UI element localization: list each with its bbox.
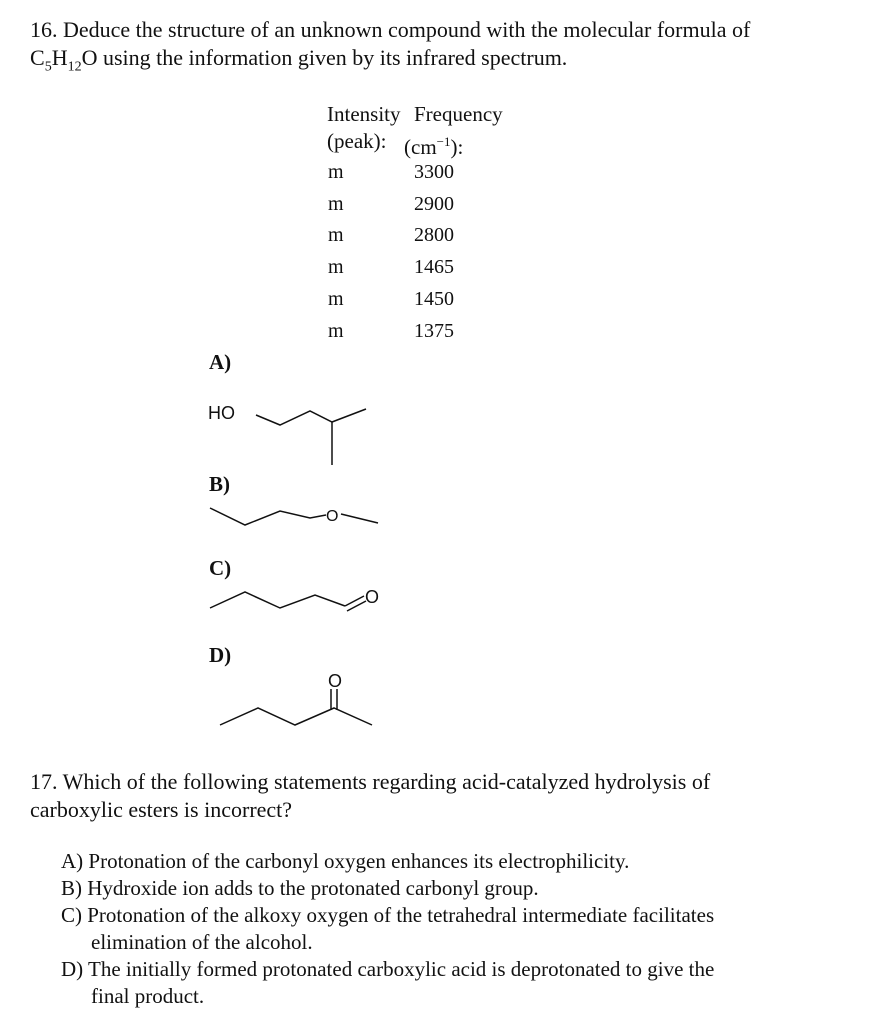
formula-h-sub: 12 — [67, 59, 82, 75]
ir-row-frequency: 1465 — [414, 256, 454, 278]
structure-a[interactable] — [200, 395, 400, 475]
methyl-bond — [341, 514, 378, 523]
q17-answer-c[interactable]: C) Protonation of the alkoxy oxygen of the tetrahedral intermediate facilitates — [61, 903, 715, 927]
carbon-chain — [210, 592, 345, 608]
ir-row-intensity: m — [328, 224, 344, 246]
carbonyl-bond-1 — [345, 596, 364, 606]
ir-row-frequency: 3300 — [414, 161, 454, 183]
option-d-label[interactable]: D) — [209, 643, 232, 667]
ir-header-cm: (cm — [404, 135, 437, 159]
ir-row-intensity: m — [328, 320, 344, 342]
ir-row-intensity: m — [328, 288, 344, 310]
aldehyde-oxygen-label: O — [365, 587, 380, 607]
q17-answer-c-continued[interactable]: elimination of the alcohol. — [91, 930, 313, 954]
q17-line-2: carboxylic esters is incorrect? — [30, 797, 293, 822]
ir-header-sup: −1 — [436, 134, 451, 149]
q16-line-1: 16. Deduce the structure of an unknown compound with the molecular formula of — [30, 17, 751, 42]
formula-c-sub: 5 — [44, 59, 52, 75]
ir-row-frequency: 1375 — [414, 320, 454, 342]
carbon-chain — [256, 409, 366, 425]
carbonyl-bond-2 — [347, 601, 366, 611]
q17-answer-d-continued[interactable]: final product. — [91, 984, 205, 1008]
option-c-label[interactable]: C) — [209, 556, 232, 580]
ketone-oxygen-label: O — [328, 671, 343, 691]
structure-b[interactable] — [200, 495, 400, 535]
q17-answer-b[interactable]: B) Hydroxide ion adds to the protonated carbonyl group. — [61, 876, 539, 900]
ir-header-frequency-1: Frequency — [414, 102, 503, 126]
ir-row-frequency: 2800 — [414, 224, 454, 246]
ir-header-intensity-2: (peak): — [327, 129, 387, 153]
carbon-chain — [210, 508, 326, 525]
hydroxyl-label: HO — [208, 403, 235, 423]
q16-line-2-rest: using the information given by its infrared spectrum. — [97, 45, 568, 70]
formula-h: H — [51, 45, 68, 70]
structure-c[interactable] — [200, 578, 400, 618]
option-a-label[interactable]: A) — [209, 350, 232, 374]
ir-header-end: ): — [450, 135, 464, 159]
option-b-label[interactable]: B) — [209, 472, 230, 496]
ir-row-frequency: 1450 — [414, 288, 454, 310]
structure-d[interactable] — [210, 670, 410, 740]
ir-row-intensity: m — [328, 193, 344, 215]
ether-oxygen-label: O — [326, 508, 339, 525]
q17-line-1: 17. Which of the following statements regarding acid-catalyzed hydrolysis of — [30, 769, 711, 794]
ir-row-intensity: m — [328, 256, 344, 278]
carbon-chain — [220, 708, 372, 725]
ir-header-intensity-1: Intensity — [327, 102, 401, 126]
formula-o: O — [81, 45, 98, 70]
q17-answer-d[interactable]: D) The initially formed protonated carboxylic acid is deprotonated to give the — [61, 957, 715, 981]
ir-row-frequency: 2900 — [414, 193, 454, 215]
ir-row-intensity: m — [328, 161, 344, 183]
q17-answer-a[interactable]: A) Protonation of the carbonyl oxygen enhances its electrophilicity. — [61, 849, 630, 873]
formula-c: C — [30, 45, 45, 70]
q16-line-2 — [30, 44, 567, 81]
